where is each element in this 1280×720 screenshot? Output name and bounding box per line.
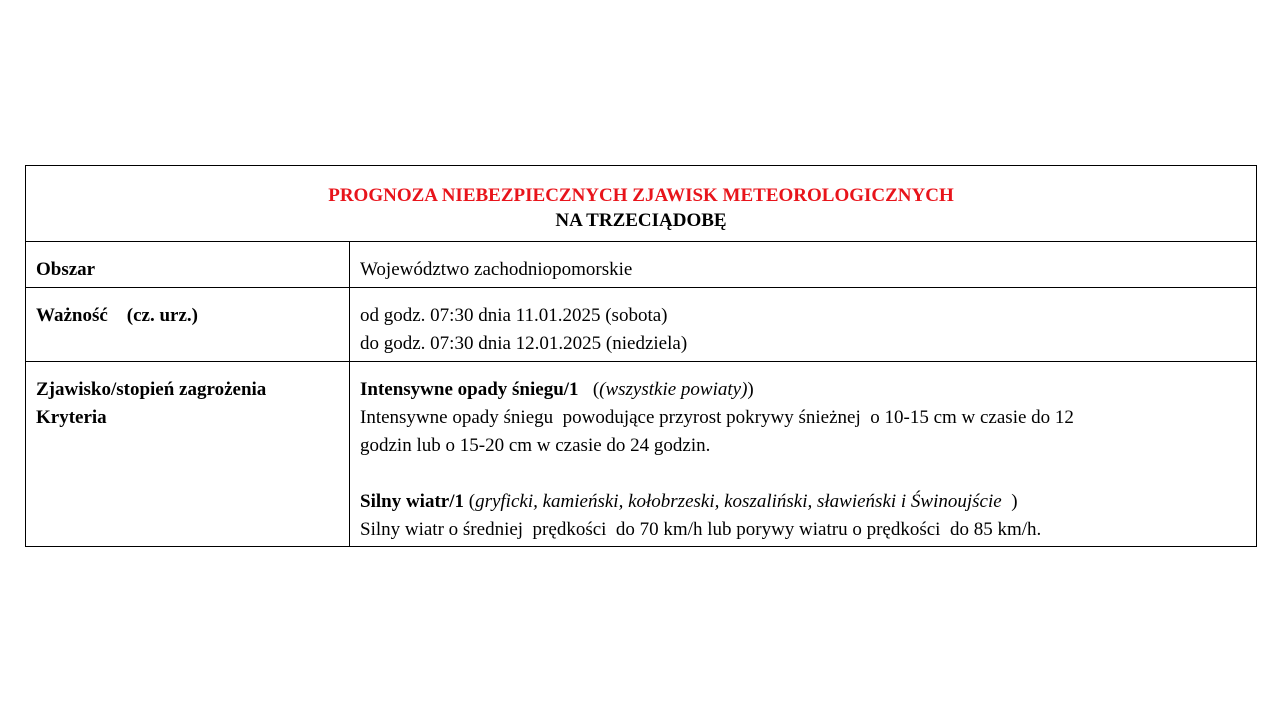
phenomenon-value [360, 376, 1240, 544]
row-area [26, 242, 1256, 288]
snow-heading: Intensywne opady śniegu/1 [360, 379, 579, 400]
phenomenon-label [36, 376, 336, 432]
wind-heading-line [360, 488, 1240, 516]
warning-table [25, 165, 1257, 547]
snow-heading-line [360, 376, 1240, 404]
snow-scope: ((wszystkie powiaty)) [592, 379, 754, 400]
validity-label [36, 302, 336, 330]
snow-scope-text: (wszystkie powiaty) [599, 379, 748, 400]
validity-value [360, 302, 1240, 358]
validity-from: od godz. 07:30 dnia 11.01.2025 (sobota) [360, 305, 668, 326]
title-line-1: PROGNOZA NIEBEZPIECZNYCH ZJAWISK METEOROLOGICZNYCH [328, 185, 954, 206]
row-phenomenon [26, 362, 1256, 546]
validity-to: do godz. 07:30 dnia 12.01.2025 (niedziela) [360, 333, 688, 354]
phenomenon-label-line-1: Zjawisko/stopień zagrożenia [36, 379, 267, 400]
section-gap [360, 460, 1240, 488]
row-validity [26, 288, 1256, 362]
title-block [26, 166, 1256, 242]
wind-desc: Silny wiatr o średniej prędkości do 70 km/h lub porywy wiatru o prędkości do 85 km/h. [360, 519, 1042, 540]
validity-label-text: Ważność (cz. urz.) [36, 305, 198, 326]
snow-desc-line-2: godzin lub o 15-20 cm w czasie do 24 godzin. [360, 435, 711, 456]
wind-scope: gryficki, kamieński, kołobrzeski, koszaliński, sławieński i Świnoujście [475, 491, 1002, 512]
snow-desc-line-1: Intensywne opady śniegu powodujące przyrost pokrywy śnieżnej o 10-15 cm w czasie do 12 [360, 407, 1074, 428]
wind-scope-close: ) [1001, 491, 1018, 512]
phenomenon-label-line-2: Kryteria [36, 407, 107, 428]
wind-scope-open: ( [468, 491, 476, 512]
wind-heading: Silny wiatr/1 [360, 491, 464, 512]
area-value: Województwo zachodniopomorskie [360, 259, 633, 280]
area-label: Obszar [36, 259, 96, 280]
title-line-2: NA TRZECIĄDOBĘ [555, 210, 727, 231]
